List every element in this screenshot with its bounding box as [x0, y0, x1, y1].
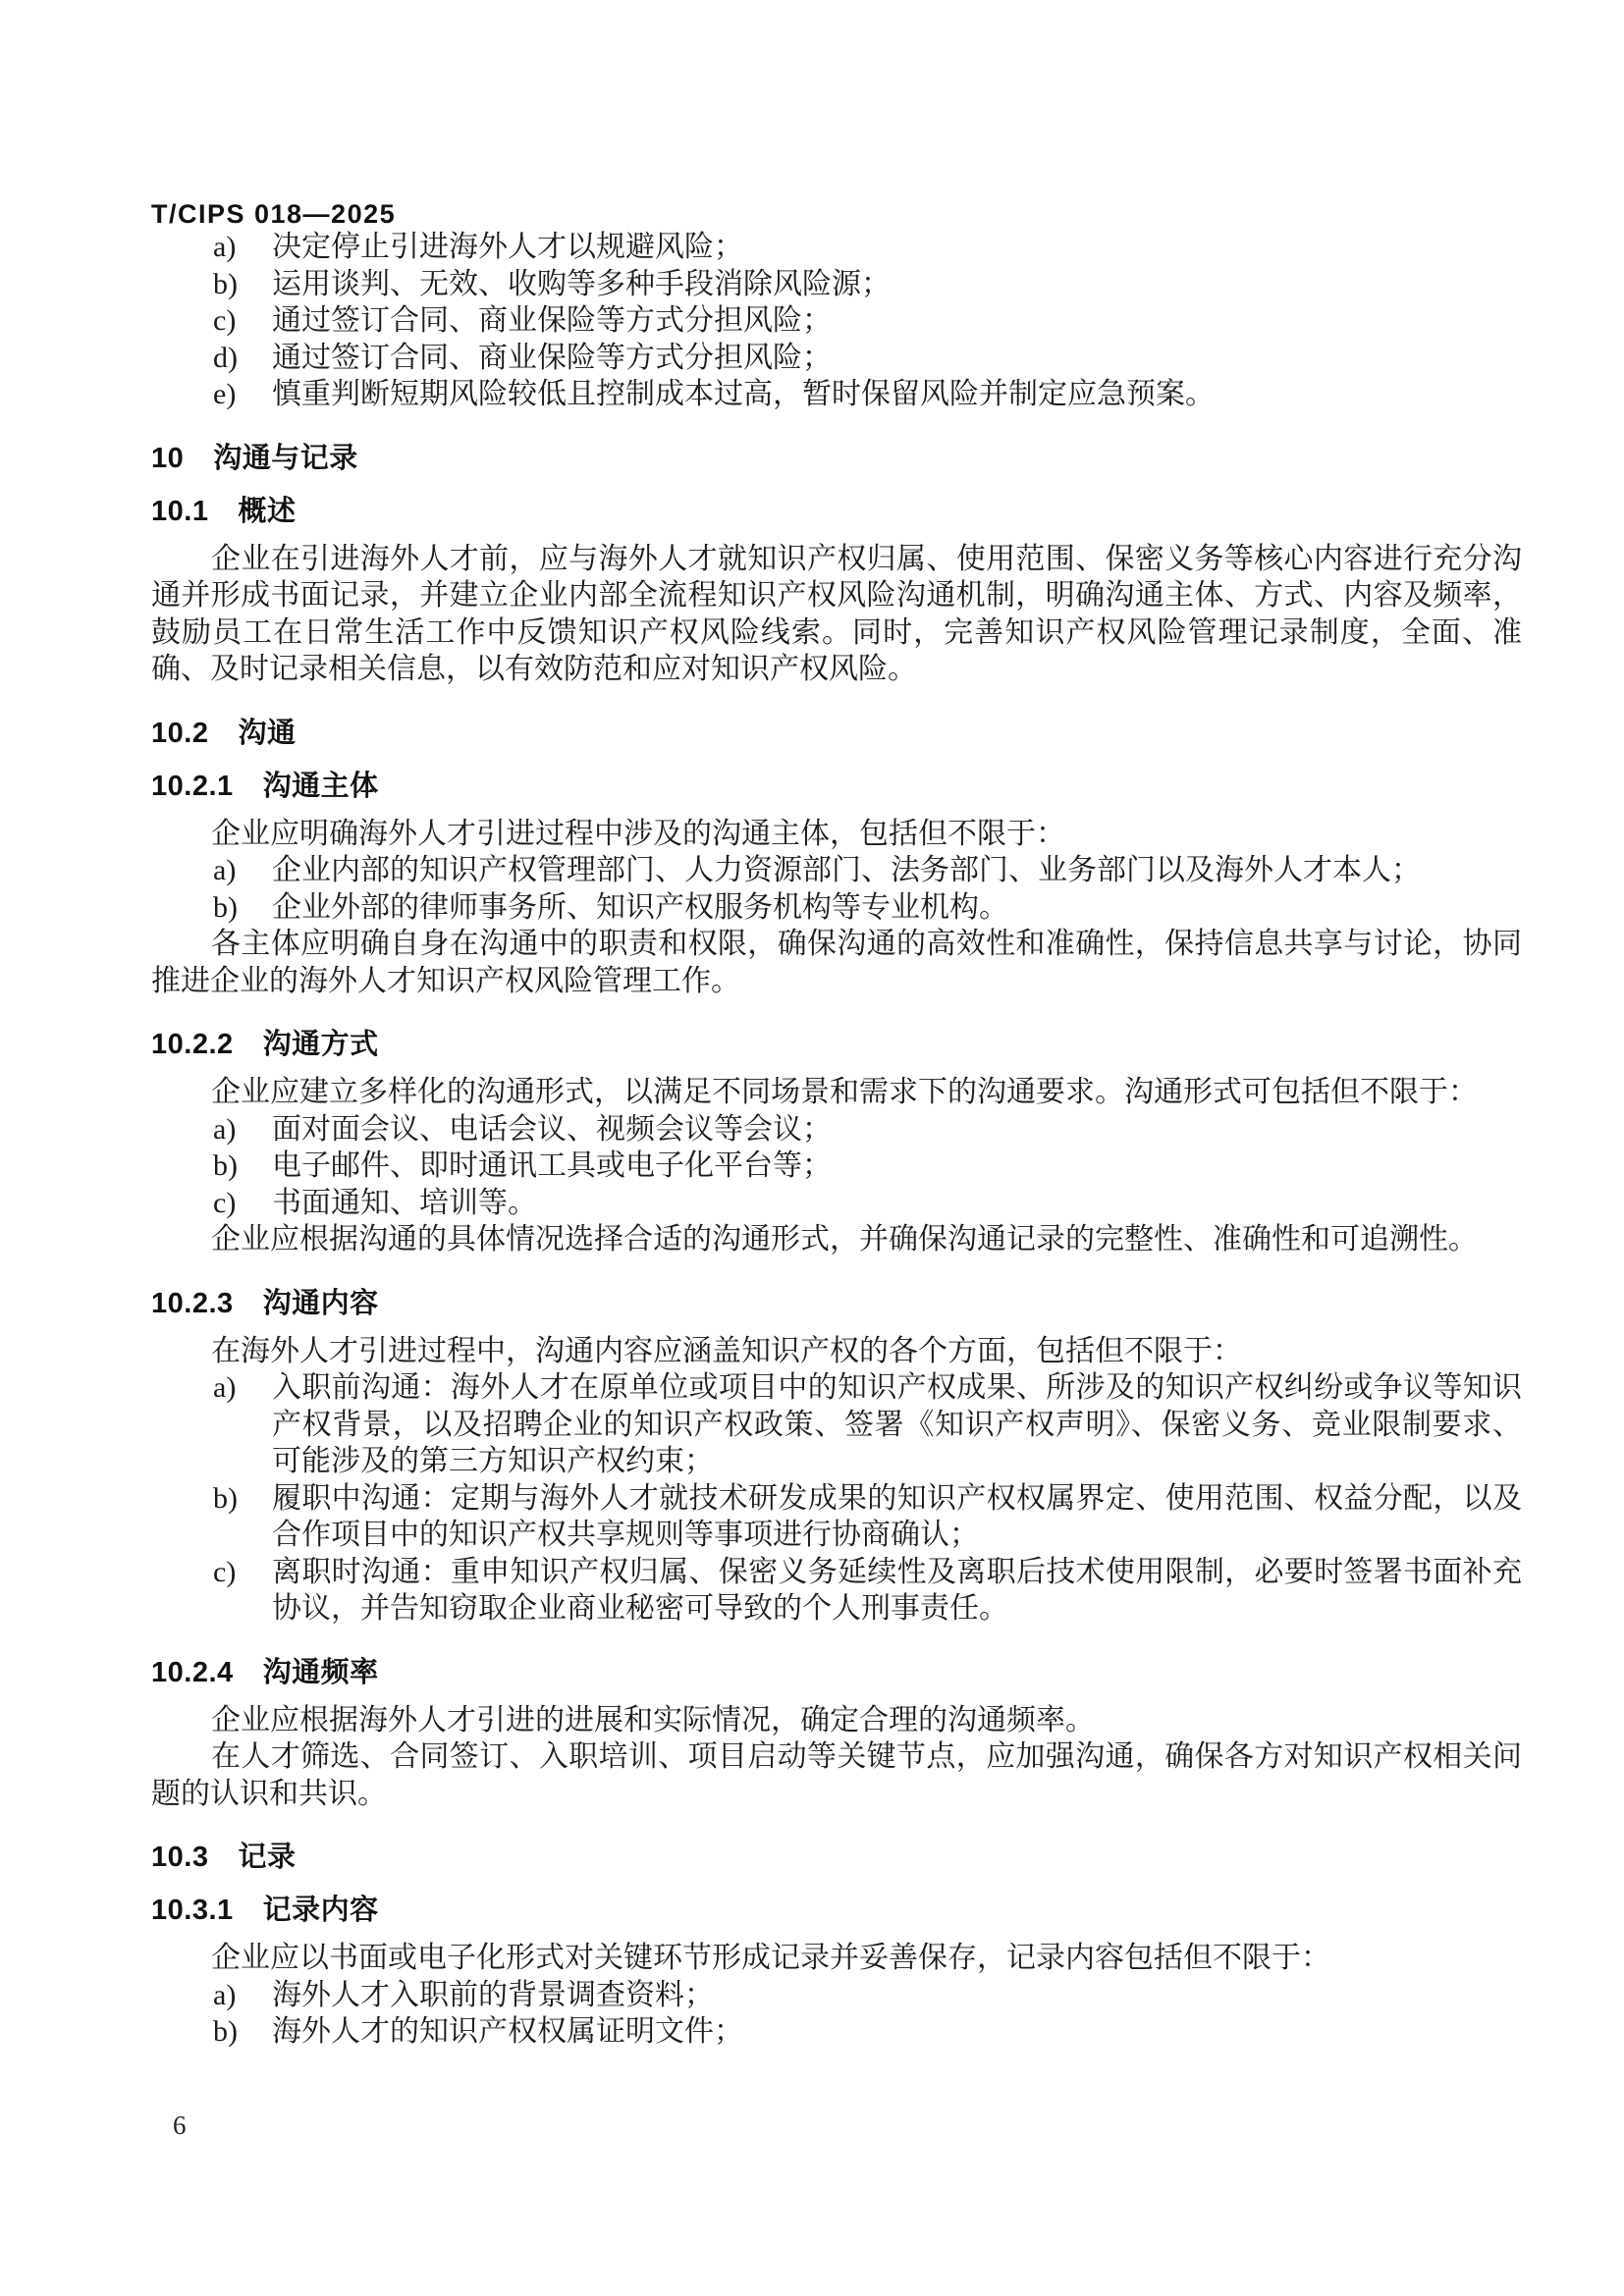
section-heading-10.2.4	[151, 1653, 1522, 1692]
section-title: 概述	[238, 495, 297, 527]
list-item-label: b)	[213, 267, 238, 300]
list-item-text: 面对面会议、电话会议、视频会议等会议；	[272, 1112, 832, 1146]
list-item	[151, 852, 1522, 889]
paragraph: 企业应根据沟通的具体情况选择合适的沟通形式，并确保沟通记录的完整性、准确性和可追溯性。	[211, 1223, 1478, 1255]
list-item-label: d)	[213, 341, 238, 374]
item-list	[151, 1977, 1522, 2051]
list-item-text: 通过签订合同、商业保险等方式分担风险；	[272, 341, 832, 374]
paragraph: 在海外人才引进过程中，沟通内容应涵盖知识产权的各个方面，包括但不限于：	[211, 1334, 1242, 1367]
section-title: 沟通方式	[262, 1029, 379, 1060]
list-item-label: a)	[213, 1371, 237, 1404]
section-heading-10.2.3	[151, 1284, 1522, 1323]
list-item	[151, 1554, 1522, 1628]
list-item-label: a)	[213, 231, 237, 263]
section-title: 沟通	[238, 717, 297, 749]
page-number: 6	[173, 2110, 187, 2140]
section-heading-10.1	[151, 492, 1522, 531]
list-item-text: 通过签订合同、商业保险等方式分担风险；	[272, 304, 832, 337]
list-item	[151, 1369, 1522, 1480]
section-heading-10.3	[151, 1838, 1522, 1877]
list-item-text: 电子邮件、即时通讯工具或电子化平台等；	[272, 1149, 832, 1182]
list-item-label: b)	[213, 890, 238, 924]
item-list	[151, 1111, 1522, 1222]
paragraph: 企业应明确海外人才引进过程中涉及的沟通主体，包括但不限于：	[211, 817, 1065, 850]
section-title: 沟通频率	[262, 1656, 379, 1688]
item-list	[151, 229, 1522, 413]
section-number: 10.2.3	[151, 1287, 234, 1319]
section-number: 10.1	[151, 495, 209, 527]
list-item-label: a)	[213, 1978, 237, 2011]
section-number: 10	[151, 442, 185, 474]
list-item	[151, 302, 1522, 340]
list-item	[151, 889, 1522, 927]
list-item-label: c)	[213, 304, 237, 337]
list-item-label: e)	[213, 378, 237, 410]
list-item	[151, 1480, 1522, 1554]
section-number: 10.2	[151, 717, 209, 749]
list-item-text: 入职前沟通：海外人才在原单位或项目中的知识产权成果、所涉及的知识产权纠纷或争议等知识产权背景，以及招聘企业的知识产权政策、签署《知识产权声明》、保密义务、竞业限制要求、可能涉及的第三方知识产权约束；	[272, 1371, 1522, 1477]
section-title: 沟通内容	[262, 1287, 379, 1319]
item-list	[151, 1369, 1522, 1628]
section-title: 沟通与记录	[213, 442, 358, 474]
section-heading-10	[151, 439, 1522, 478]
section-number: 10.3.1	[151, 1895, 234, 1926]
list-item-text: 慎重判断短期风险较低且控制成本过高，暂时保留风险并制定应急预案。	[272, 378, 1215, 410]
list-item-text: 海外人才入职前的背景调查资料；	[272, 1978, 714, 2011]
list-item-label: b)	[213, 1481, 238, 1515]
list-item-text: 企业内部的知识产权管理部门、人力资源部门、法务部门、业务部门以及海外人才本人；	[272, 854, 1421, 886]
paragraph: 企业在引进海外人才前，应与海外人才就知识产权归属、使用范围、保密义务等核心内容进行充分沟通并形成书面记录，并建立企业内部全流程知识产权风险沟通机制，明确沟通主体、方式、内容及频率，鼓励员工在日常生活工作中反馈知识产权风险线索。同时，完善知识产权风险管理记录制度，全面、准确、及时记录相关信息，以有效防范和应对知识产权风险。	[151, 542, 1522, 685]
list-item	[151, 229, 1522, 266]
section-number: 10.3	[151, 1842, 209, 1873]
section-number: 10.2.4	[151, 1656, 234, 1688]
document-number-header: T/CIPS 018—2025	[151, 199, 397, 229]
paragraph: 企业应根据海外人才引进的进展和实际情况，确定合理的沟通频率。	[211, 1703, 1095, 1736]
section-heading-10.2.2	[151, 1025, 1522, 1064]
paragraph: 各主体应明确自身在沟通中的职责和权限，确保沟通的高效性和准确性，保持信息共享与讨论，协同推进企业的海外人才知识产权风险管理工作。	[151, 928, 1522, 997]
list-item	[151, 1111, 1522, 1148]
document-content	[151, 229, 1522, 2051]
list-item	[151, 266, 1522, 303]
paragraph: 企业应建立多样化的沟通形式，以满足不同场景和需求下的沟通要求。沟通形式可包括但不限于：	[211, 1076, 1478, 1108]
section-heading-10.2	[151, 714, 1522, 753]
section-heading-10.2.1	[151, 767, 1522, 806]
list-item-text: 决定停止引进海外人才以规避风险；	[272, 231, 743, 263]
list-item	[151, 340, 1522, 377]
list-item-label: c)	[213, 1555, 237, 1588]
section-heading-10.3.1	[151, 1891, 1522, 1930]
list-item	[151, 1148, 1522, 1185]
document-content-area	[151, 199, 1522, 2051]
list-item-label: a)	[213, 1112, 237, 1146]
list-item-label: c)	[213, 1186, 237, 1219]
section-number: 10.2.2	[151, 1029, 234, 1060]
list-item-text: 海外人才的知识产权权属证明文件；	[272, 2015, 743, 2048]
list-item	[151, 1977, 1522, 2014]
list-item-label: b)	[213, 1149, 238, 1182]
list-item-text: 书面通知、培训等。	[272, 1186, 537, 1219]
list-item-text: 运用谈判、无效、收购等多种手段消除风险源；	[272, 267, 891, 300]
list-item-text: 离职时沟通：重申知识产权归属、保密义务延续性及离职后技术使用限制，必要时签署书面补充协议，并告知窃取企业商业秘密可导致的个人刑事责任。	[272, 1555, 1522, 1625]
list-item-label: b)	[213, 2015, 238, 2048]
paragraph: 企业应以书面或电子化形式对关键环节形成记录并妥善保存，记录内容包括但不限于：	[211, 1942, 1330, 1974]
list-item-text: 企业外部的律师事务所、知识产权服务机构等专业机构。	[272, 890, 1008, 924]
list-item-text: 履职中沟通：定期与海外人才就技术研发成果的知识产权权属界定、使用范围、权益分配，以及合作项目中的知识产权共享规则等事项进行协商确认；	[272, 1481, 1522, 1551]
list-item	[151, 1185, 1522, 1222]
section-number: 10.2.1	[151, 770, 234, 802]
list-item	[151, 2013, 1522, 2051]
paragraph: 在人才筛选、合同签订、入职培训、项目启动等关键节点，应加强沟通，确保各方对知识产权相关问题的认识和共识。	[151, 1740, 1522, 1810]
list-item	[151, 376, 1522, 413]
list-item-label: a)	[213, 854, 237, 886]
section-title: 记录	[238, 1842, 297, 1873]
section-title: 沟通主体	[262, 770, 379, 802]
item-list	[151, 852, 1522, 926]
section-title: 记录内容	[262, 1895, 379, 1926]
